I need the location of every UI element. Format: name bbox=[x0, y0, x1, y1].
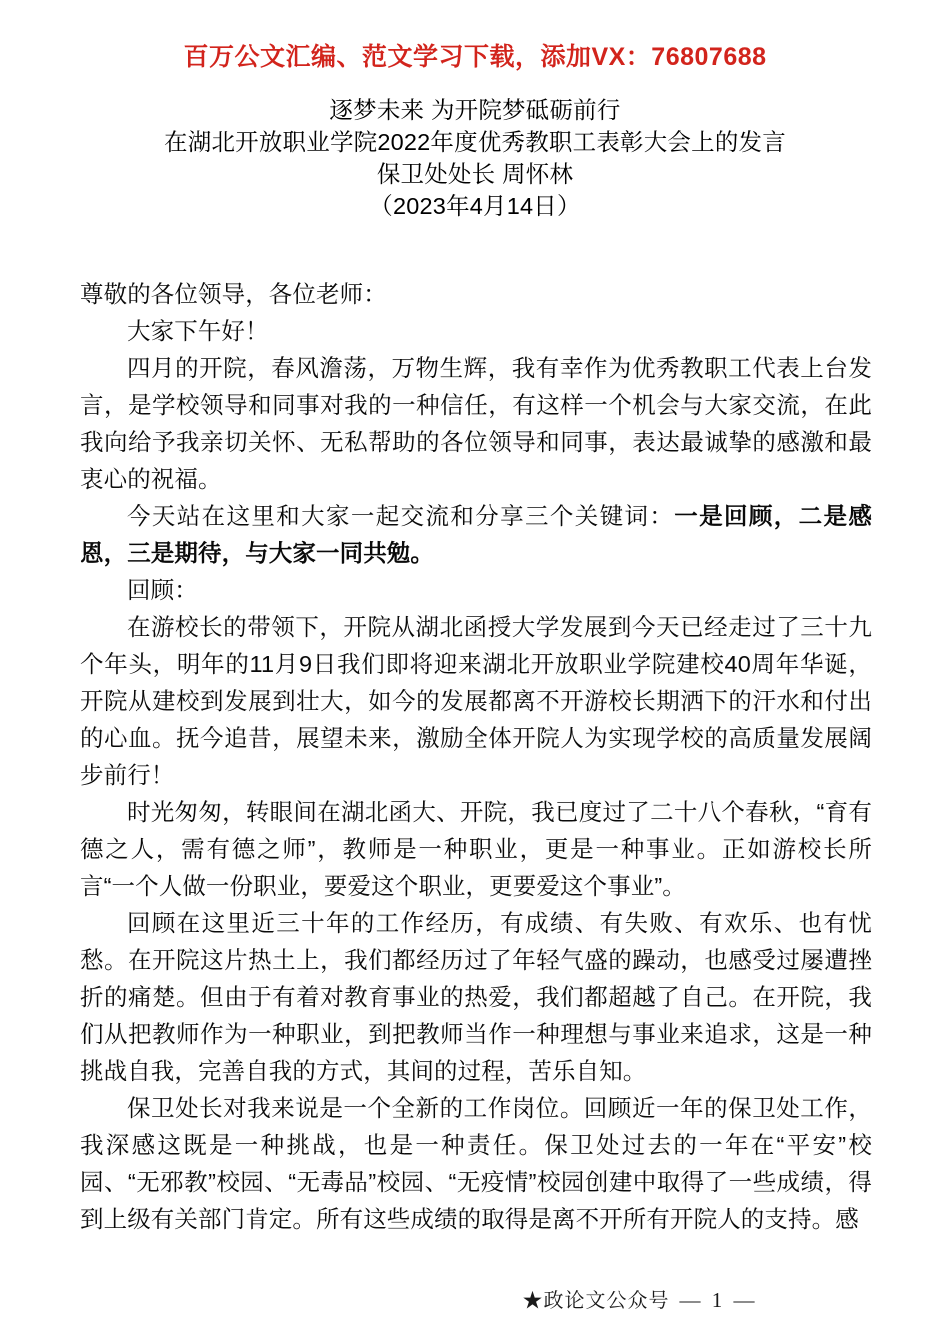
document-body bbox=[80, 276, 872, 1238]
text-run: 保卫处长对我来说是一个全新的工作岗位。回顾近一年的保卫处工作，我深感这既是一种挑战，也是一种责任。保卫处过去的一年在“平安”校园、“无邪教”校园、“无毒品”校园、“无疫情”校园创建中取得了一些成绩，得到上级有关部门肯定。所有这些成绩的取得是离不开所有开院人的支持。感 bbox=[80, 1095, 872, 1232]
title-line-1: 逐梦未来 为开院梦砥砺前行 bbox=[329, 97, 621, 123]
text-run: 时光匆匆，转眼间在湖北函大、开院，我已度过了二十八个春秋，“育有德之人，需有德之师”，教师是一种职业，更是一种事业。正如游校长所言“一个人做一份职业，要爱这个职业，更要爱这个事业”。 bbox=[80, 799, 872, 899]
document-title-block bbox=[0, 94, 950, 222]
body-paragraph bbox=[80, 350, 872, 498]
body-paragraph bbox=[80, 498, 872, 572]
text-run: 四月的开院，春风澹荡，万物生辉，我有幸作为优秀教职工代表上台发言，是学校领导和同事对我的一种信任，有这样一个机会与大家交流，在此我向给予我亲切关怀、无私帮助的各位领导和同事，表达最诚挚的感激和最衷心的祝福。 bbox=[80, 355, 872, 492]
text-run: 今天站在这里和大家一起交流和分享三个关键词： bbox=[127, 503, 675, 529]
title-line-4: （2023年4月14日） bbox=[369, 193, 581, 219]
text-run: 回顾： bbox=[127, 577, 198, 603]
body-paragraph bbox=[80, 794, 872, 905]
footer-page-number: — 1 — bbox=[679, 1288, 758, 1312]
title-line-2: 在湖北开放职业学院2022年度优秀教职工表彰大会上的发言 bbox=[164, 129, 786, 155]
footer-inner bbox=[523, 1284, 758, 1313]
title-line-3: 保卫处处长 周怀林 bbox=[376, 161, 574, 187]
body-paragraph bbox=[80, 905, 872, 1090]
promo-banner: 百万公文汇编、范文学习下载，添加VX：76807688 bbox=[183, 43, 767, 71]
emphasis-run: 一是回顾，二是感恩，三是期待，与大家一同共勉。 bbox=[80, 503, 872, 566]
text-run: 尊敬的各位领导，各位老师： bbox=[80, 281, 387, 307]
text-run: 大家下午好！ bbox=[127, 318, 269, 344]
body-paragraph bbox=[80, 276, 872, 313]
footer-brand-tag: ★政论文公众号 bbox=[522, 1290, 670, 1312]
text-run: 回顾在这里近三十年的工作经历，有成绩、有失败、有欢乐、也有忧愁。在开院这片热土上，我们都经历过了年轻气盛的躁动，也感受过屡遭挫折的痛楚。但由于有着对教育事业的热爱，我们都超越了自己。在开院，我们从把教师作为一种职业，到把教师当作一种理想与事业来追求，这是一种挑战自我，完善自我的方式，其间的过程，苦乐自知。 bbox=[80, 910, 872, 1084]
text-run: 在游校长的带领下，开院从湖北函授大学发展到今天已经走过了三十九个年头，明年的11月9日我们即将迎来湖北开放职业学院建校40周年华诞，开院从建校到发展到壮大，如今的发展都离不开游校长期洒下的汗水和付出的心血。抚今追昔，展望未来，激励全体开院人为实现学校的高质量发展阔步前行！ bbox=[80, 614, 872, 788]
body-paragraph bbox=[80, 572, 872, 609]
body-paragraph bbox=[80, 1090, 872, 1238]
page-footer bbox=[0, 1284, 950, 1313]
body-paragraph bbox=[80, 313, 872, 350]
body-paragraph bbox=[80, 609, 872, 794]
